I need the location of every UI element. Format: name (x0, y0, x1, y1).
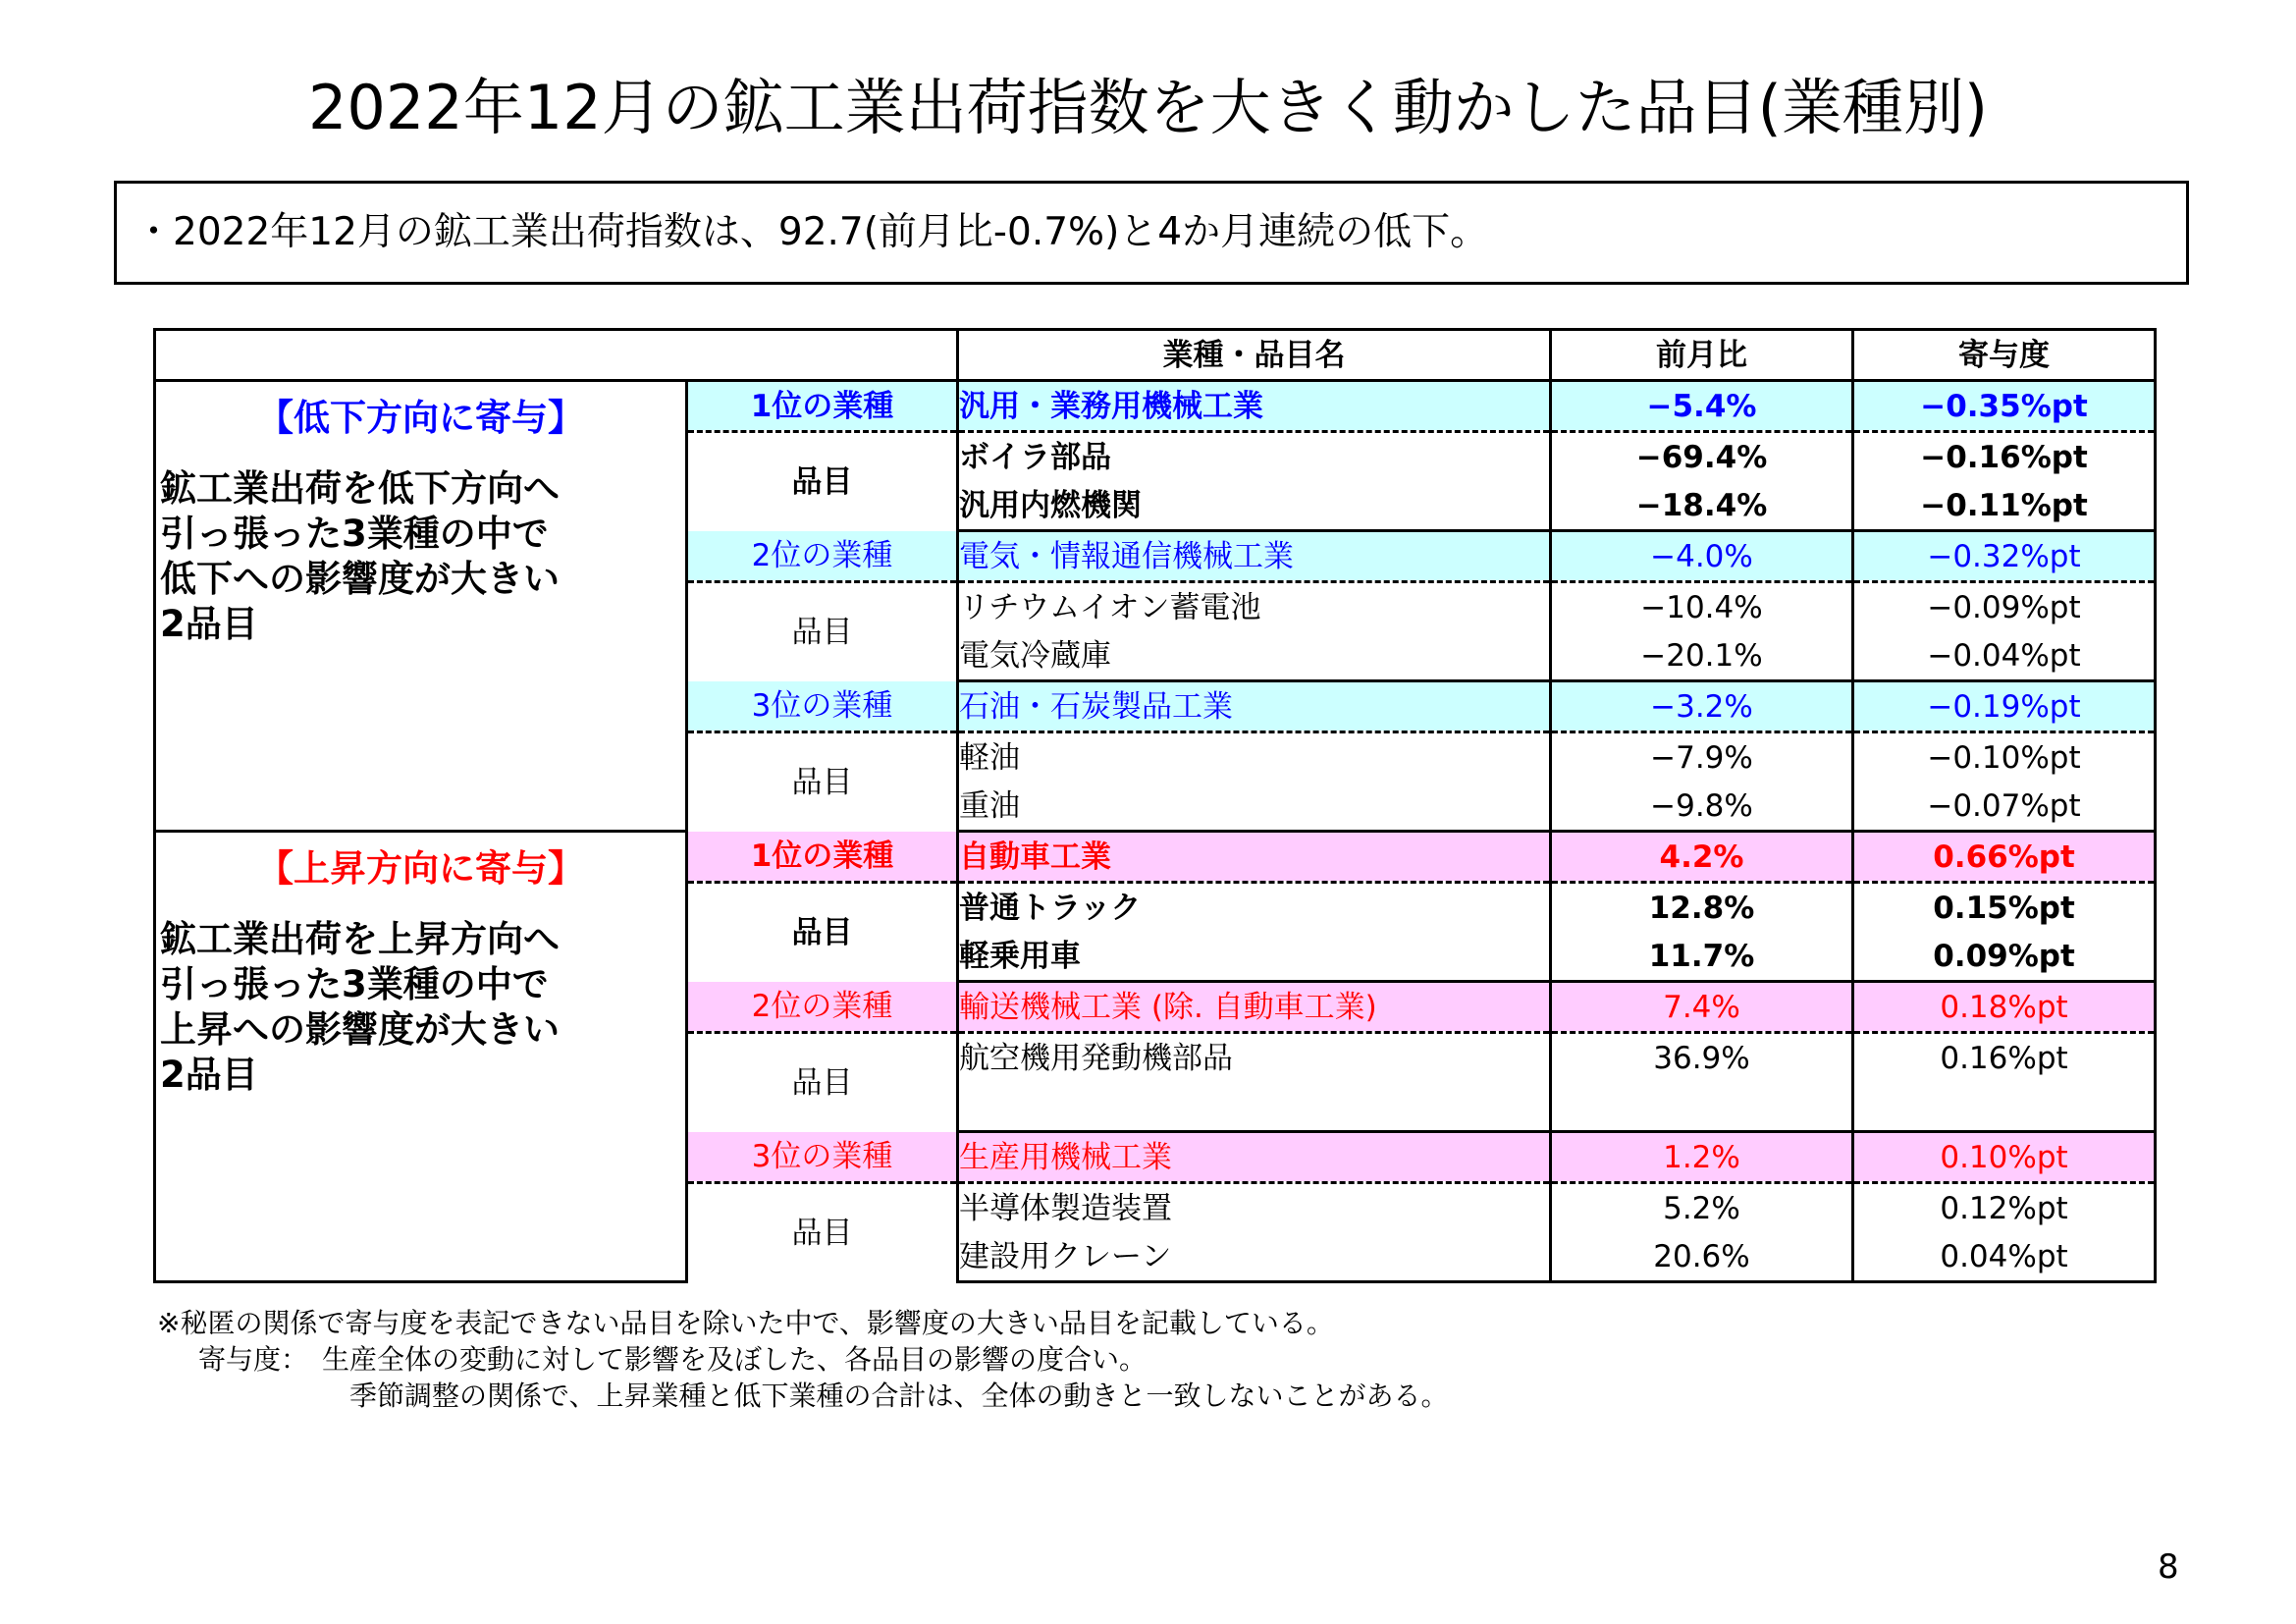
item-contribution: −0.10%pt (1853, 732, 2156, 783)
item-label: 品目 (687, 1183, 958, 1282)
footnote-line-1: ※秘匿の関係で寄与度を表記できない品目を除いた中で、影響度の大きい品目を記載している。 (157, 1307, 1334, 1339)
industry-mom: 1.2% (1551, 1132, 1853, 1183)
industry-name: 石油・石炭製品工業 (958, 681, 1551, 732)
item-contribution: 0.09%pt (1853, 932, 2156, 982)
item-label: 品目 (687, 432, 958, 531)
footnote-line-2: 寄与度： 生産全体の変動に対して影響を及ぼした、各品目の影響の度合い。 (198, 1343, 1148, 1376)
item-name: 建設用クレーン (958, 1232, 1551, 1282)
page-title: 2022年12月の鉱工業出荷指数を大きく動かした品目(業種別) (307, 72, 1989, 143)
item-name: 半導体製造装置 (958, 1183, 1551, 1233)
item-name: 航空機用発動機部品 (958, 1033, 1551, 1083)
item-mom: 36.9% (1551, 1033, 1853, 1083)
header-contribution: 寄与度 (1853, 330, 2156, 381)
item-mom: −9.8% (1551, 782, 1853, 832)
item-name: 重油 (958, 782, 1551, 832)
item-mom: 20.6% (1551, 1232, 1853, 1282)
item-contribution: 0.12%pt (1853, 1183, 2156, 1233)
industry-mom: −5.4% (1551, 381, 1853, 432)
item-name: 軽油 (958, 732, 1551, 783)
industry-rank: 3位の業種 (687, 681, 958, 732)
header-name: 業種・品目名 (958, 330, 1551, 381)
item-mom: −69.4% (1551, 432, 1853, 482)
up-category-cell (155, 832, 687, 1282)
industry-mom: −4.0% (1551, 531, 1853, 582)
industry-contribution: −0.32%pt (1853, 531, 2156, 582)
item-contribution: 0.16%pt (1853, 1033, 2156, 1083)
down-category-description: 鉱工業出荷を低下方向へ 引っ張った3業種の中で 低下への影響度が大きい 2品目 (160, 467, 560, 645)
table-header-row (155, 330, 2156, 381)
industry-rank: 3位の業種 (687, 1132, 958, 1183)
table-row (155, 832, 2156, 883)
item-name (958, 1082, 1551, 1132)
contribution-table (153, 328, 2157, 1283)
item-name: ボイラ部品 (958, 432, 1551, 482)
up-category-title: 【上昇方向に寄与】 (257, 847, 584, 890)
industry-rank: 2位の業種 (687, 982, 958, 1033)
item-contribution: 0.15%pt (1853, 883, 2156, 933)
item-mom: −7.9% (1551, 732, 1853, 783)
industry-contribution: −0.19%pt (1853, 681, 2156, 732)
item-contribution: −0.09%pt (1853, 582, 2156, 632)
item-label: 品目 (687, 732, 958, 832)
item-contribution: −0.16%pt (1853, 432, 2156, 482)
item-contribution (1853, 1082, 2156, 1132)
industry-name: 汎用・業務用機械工業 (958, 381, 1551, 432)
item-mom: 11.7% (1551, 932, 1853, 982)
footnote-line-3: 季節調整の関係で、上昇業種と低下業種の合計は、全体の動きと一致しないことがある。 (349, 1380, 1449, 1412)
item-mom: −20.1% (1551, 631, 1853, 681)
item-mom: −18.4% (1551, 481, 1853, 531)
industry-rank: 1位の業種 (687, 832, 958, 883)
item-contribution: −0.04%pt (1853, 631, 2156, 681)
down-category-title: 【低下方向に寄与】 (257, 397, 584, 439)
industry-mom: 4.2% (1551, 832, 1853, 883)
item-contribution: −0.11%pt (1853, 481, 2156, 531)
summary-box: ・2022年12月の鉱工業出荷指数は、92.7(前月比-0.7%)と4か月連続の低下。 (114, 181, 2189, 285)
industry-contribution: 0.10%pt (1853, 1132, 2156, 1183)
item-label: 品目 (687, 1033, 958, 1132)
page-number: 8 (2158, 1547, 2179, 1587)
item-label: 品目 (687, 582, 958, 681)
item-label: 品目 (687, 883, 958, 982)
industry-name: 生産用機械工業 (958, 1132, 1551, 1183)
item-mom: 5.2% (1551, 1183, 1853, 1233)
industry-name: 自動車工業 (958, 832, 1551, 883)
industry-mom: 7.4% (1551, 982, 1853, 1033)
header-mom: 前月比 (1551, 330, 1853, 381)
industry-rank: 1位の業種 (687, 381, 958, 432)
item-name: リチウムイオン蓄電池 (958, 582, 1551, 632)
down-category-cell (155, 381, 687, 832)
item-mom (1551, 1082, 1853, 1132)
up-category-description: 鉱工業出荷を上昇方向へ 引っ張った3業種の中で 上昇への影響度が大きい 2品目 (160, 918, 560, 1096)
table-row (155, 381, 2156, 432)
item-mom: 12.8% (1551, 883, 1853, 933)
item-contribution: −0.07%pt (1853, 782, 2156, 832)
footnotes (157, 1305, 1448, 1414)
industry-contribution: 0.18%pt (1853, 982, 2156, 1033)
item-name: 電気冷蔵庫 (958, 631, 1551, 681)
industry-rank: 2位の業種 (687, 531, 958, 582)
item-contribution: 0.04%pt (1853, 1232, 2156, 1282)
header-blank-cell (155, 330, 958, 381)
industry-contribution: −0.35%pt (1853, 381, 2156, 432)
industry-name: 電気・情報通信機械工業 (958, 531, 1551, 582)
item-name: 汎用内燃機関 (958, 481, 1551, 531)
industry-name: 輸送機械工業 (除. 自動車工業) (958, 982, 1551, 1033)
industry-contribution: 0.66%pt (1853, 832, 2156, 883)
item-name: 普通トラック (958, 883, 1551, 933)
item-name: 軽乗用車 (958, 932, 1551, 982)
item-mom: −10.4% (1551, 582, 1853, 632)
industry-mom: −3.2% (1551, 681, 1853, 732)
